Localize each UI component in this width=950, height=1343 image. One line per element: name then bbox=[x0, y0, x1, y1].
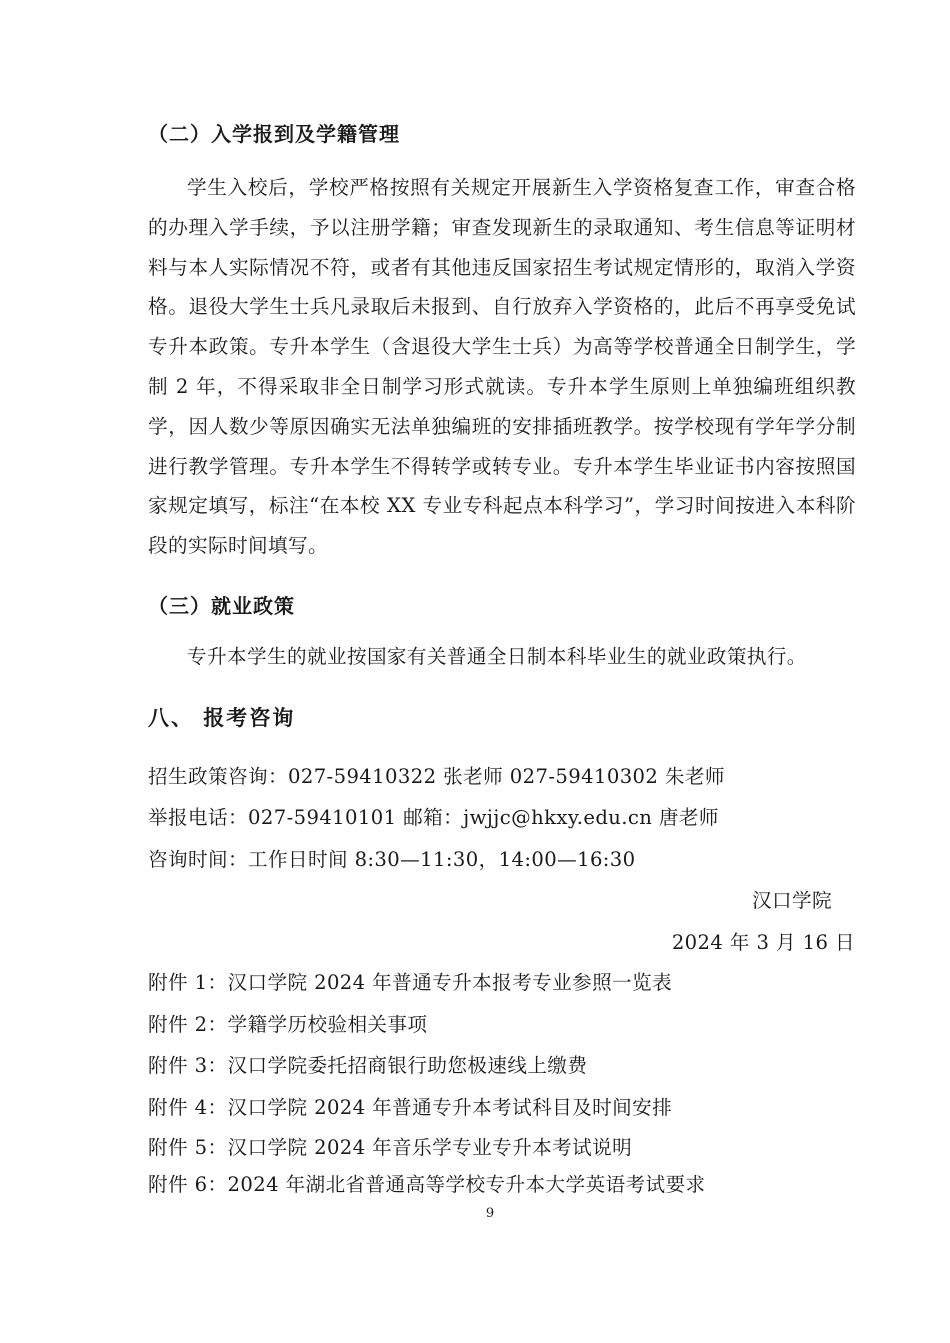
attachment-item: 附件 2：学籍学历校验相关事项 bbox=[148, 1013, 428, 1036]
attachment-item: 附件 1：汉口学院 2024 年普通专升本报考专业参照一览表 bbox=[148, 971, 673, 994]
attachment-item: 附件 5：汉口学院 2024 年音乐学专业专升本考试说明 bbox=[148, 1136, 633, 1159]
signature-date: 2024 年 3 月 16 日 bbox=[671, 931, 855, 954]
section-heading-enrollment: （二）入学报到及学籍管理 bbox=[148, 122, 400, 146]
attachment-item: 附件 3：汉口学院委托招商银行助您极速线上缴费 bbox=[148, 1054, 588, 1077]
signature-org: 汉口学院 bbox=[752, 889, 832, 912]
section-heading-consultation: 八、 报考咨询 bbox=[148, 706, 296, 730]
employment-paragraph: 专升本学生的就业按国家有关普通全日制本科毕业生的就业政策执行。 bbox=[187, 645, 807, 668]
enrollment-paragraph: 学生入校后，学校严格按照有关规定开展新生入学资格复查工作，审查合格的办理入学手续，予以注册学籍；审查发现新生的录取通知、考生信息等证明材料与本人实际情况不符，或者有其他违反国家招生考试规定情形的，取消入学资格。退役大学生士兵凡录取后未报到、自行放弃入学资格的，此后不再享受免试专升本政策。专升本学生（含退役大学生士兵）为高等学校普通全日制学生，学制 2 年，不得采取非全日制学习形式就读。专升本学生原则上单独编班组织教学，因人数少等原因确实无法单独编班的安排插班教学。按学校现有学年学分制进行教学管理。专升本学生不得转学或转专业。专升本学生毕业证书内容按照国家规定填写，标注“在本校 XX 专业专科起点本科学习”，学习时间按进入本科阶段的实际时间填写。 bbox=[148, 176, 856, 558]
page-number: 9 bbox=[485, 1206, 495, 1221]
attachment-item: 附件 4：汉口学院 2024 年普通专升本考试科目及时间安排 bbox=[148, 1096, 673, 1119]
consultation-hours-line: 咨询时间：工作日时间 8:30—11:30，14:00—16:30 bbox=[148, 848, 636, 871]
policy-consultation-line: 招生政策咨询：027-59410322 张老师 027-59410302 朱老师 bbox=[148, 765, 725, 788]
report-contact-line: 举报电话：027-59410101 邮箱：jwjjc@hkxy.edu.cn 唐老师 bbox=[148, 806, 719, 829]
section-heading-employment: （三）就业政策 bbox=[148, 594, 295, 618]
attachment-item: 附件 6：2024 年湖北省普通高等学校专升本大学英语考试要求 bbox=[148, 1173, 706, 1196]
